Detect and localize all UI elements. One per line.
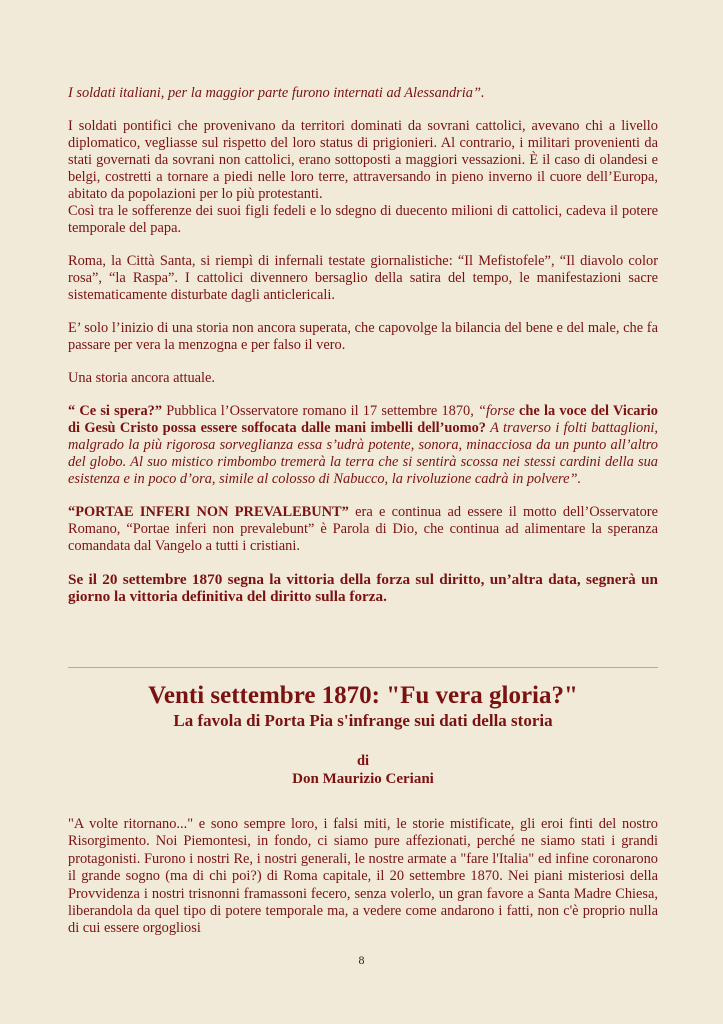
paragraph-intro-quote: I soldati italiani, per la maggior parte furono internati ad Alessandria”. <box>68 85 485 101</box>
paragraph-story-begins: E’ solo l’inizio di una storia non ancora superata, che capovolge la bilancia del bene e del male, che fa passare per vera la menzogna e per falso il vero. <box>68 320 658 353</box>
quote-italic-body: A traverso i folti battaglioni, malgrado la più rigorosa sorveglianza essa s’udrà potente, sonora, minacciosa da un punto all’altro del globo. Al suo mistico rimbombo tremerà la terra che si sentirà scossa nei stessi cardini della sua esistenza e in poco d’ora, simile al colosso di Nabucco, la rivoluzione cadrà in polvere”. <box>68 420 658 487</box>
paragraph-prisoners: I soldati pontifici che provenivano da territori dominati da sovrani cattolici, avevano chi a livello diplomatico, vegliasse sul rispetto del loro status di prigionieri. Al contrario, i militari provenienti da stati governati da sovrani non cattolici, erano sottoposti a maggiori vessazioni. È il caso di olandesi e belgi, costretti a tornare a piedi nelle loro terre, attraversando in pieno inverno il cuore dell’Europa, abitato da popolazioni per lo più protestanti. <box>68 118 658 202</box>
paragraph-closing-bold: Se il 20 settembre 1870 segna la vittoria della forza sul diritto, un’altra data, segnerà un giorno la vittoria definitiva del diritto sulla forza. <box>68 571 658 605</box>
paragraph-motto <box>68 504 658 555</box>
section-divider <box>68 667 658 668</box>
article <box>68 681 658 938</box>
article-body: "A volte ritornano..." e sono sempre loro, i falsi miti, le storie mistificate, gli eroi finti del nostro Risorgimento. Noi Piemontesi, in fondo, ci siamo pure affezionati, perché ne siamo stati i grandi protagonisti. Furono i nostri Re, i nostri generali, le nostre armate a "fare l'Italia" ed infine coronarono il grande sogno (ma di chi poi?) di Roma capitale, il 20 settembre 1870. Nei piani misteriosi della Provvidenza i nostri trisnonni framassoni fecero, senza volerlo, un gran favore a Santa Madre Chiesa, liberandola da quel tipo di potere temporale ma, a vedere come andarono i fatti, non c'è proprio nulla di cui essere orgogliosi <box>68 816 658 937</box>
paragraph-rome-newspapers: Roma, la Città Santa, si riempì di infernali testate giornalistiche: “Il Mefistofele”, “Il diavolo color rosa”, “la Raspa”. I cattolici divennero bersaglio della satira del tempo, le manifestazioni sacre sistematicamente disturbate dagli anticlericali. <box>68 253 658 303</box>
quote-bold-question: che la voce del Vicario di Gesù Cristo possa essere soffocata dalle mani imbelli dell’uomo? <box>68 403 658 436</box>
paragraph-osservatore-quote <box>68 403 658 488</box>
motto-heading: “PORTAE INFERI NON PREVALEBUNT” <box>68 504 349 520</box>
article-author: Don Maurizio Ceriani <box>292 771 434 787</box>
paragraph-still-current: Una storia ancora attuale. <box>68 370 216 386</box>
motto-text: era e continua ad essere il motto dell’Osservatore Romano, “Portae inferi non prevalebunt” è Parola di Dio, che continua ad alimentare la speranza comandata dal Vangelo a tutti i cristiani. <box>68 504 658 554</box>
byline-di: di <box>356 753 370 769</box>
page-number: 8 <box>358 953 365 967</box>
paragraph-temporal-power: Così tra le sofferenze dei suoi figli fedeli e lo sdegno di duecento milioni di cattolici, cadeva il potere temporale del papa. <box>68 203 658 236</box>
article-title: Venti settembre 1870: "Fu vera gloria?" <box>148 682 578 709</box>
quote-heading: “ Ce si spera?” <box>68 403 163 419</box>
quote-forse: “forse <box>478 403 515 419</box>
section-continued-text <box>68 85 658 605</box>
article-subtitle: La favola di Porta Pia s'infrange sui dati della storia <box>173 711 553 730</box>
quote-intro: Pubblica l’Osservatore romano il 17 settembre 1870, <box>162 403 479 419</box>
